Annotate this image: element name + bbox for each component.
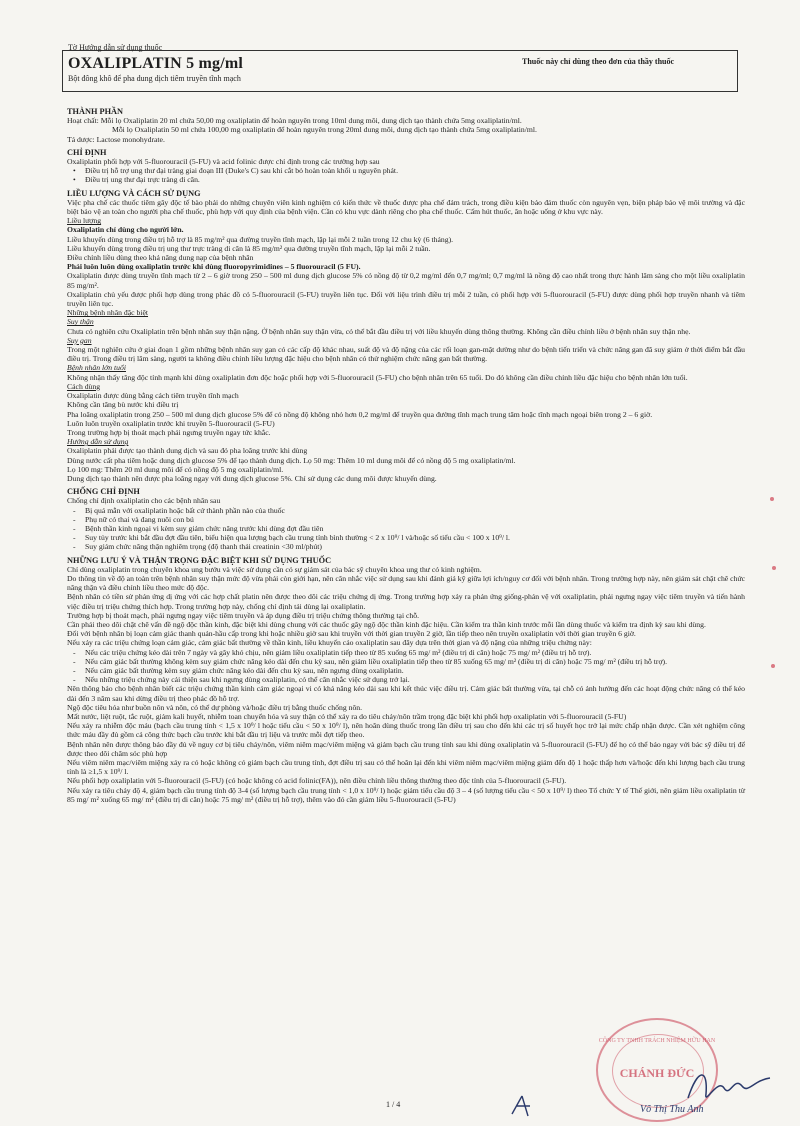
paragraph: Chưa có nghiên cứu Oxaliplatin trên bệnh nhân suy thận nặng. Ở bệnh nhân suy thận vừa, có thể bắt đầu điều trị với liều khuyến dùng thông thường. Không cần điều chỉnh liều ở bệnh nhân suy thận nhẹ. (67, 326, 691, 336)
adult-label: Oxaliplatin chỉ dùng cho người lớn. (67, 225, 184, 235)
dosage-intro: Việc pha chế các thuốc tiêm gây độc tế bào phải do những chuyên viên kinh nghiệm có kiến thức về thuốc được pha chế đảm trách, trong điều kiện bảo đảm thuốc còn nguyên vẹn, biện pháp bảo vệ môi trường và đặc biệt bảo vệ an toàn cho người pha chế thuốc, phù hợp với quy định của bệnh viện. Cần có khu vực dành riêng cho pha chế thuốc. Cấm hút thuốc, ăn hoặc uống ở khu vực này. (67, 197, 745, 217)
dose-label: Liều lượng (67, 216, 102, 226)
stamp-main-text: CHÁNH ĐỨC (619, 1066, 695, 1080)
drug-subtitle: Bột đông khô để pha dung dịch tiêm truyền tĩnh mạch (68, 74, 241, 83)
paragraph: Nếu xảy ra tiêu chảy độ 4, giảm bạch cầu trung tính độ 3-4 (số lượng bạch cầu trung tính < 1,0 x 10⁹/ l) hoặc giảm tiểu cầu độ 3 – 4 (số lượng tiểu cầu < 50 x 10⁹/ l) theo Tổ chức Y tế Thế giới, nên giảm liều oxaliplatin từ 85 mg/ m² xuống 65 mg/ m² (điều trị di căn) hoặc 75 mg/ m² (điều trị hỗ trợ), thêm vào đó cần giảm liều 5-fluorouracil (5-FU) (67, 785, 745, 804)
contra-list (67, 506, 745, 552)
drug-title: OXALIPLATIN 5 mg/ml (68, 55, 244, 72)
special-label: Những bệnh nhân đặc biệt (67, 308, 149, 318)
list-item: - Bệnh thần kinh ngoại vi kèm suy giảm chức năng trước khi dùng đợt đầu tiên (85, 524, 745, 533)
ink-dot (772, 566, 776, 570)
composition-line: Mỗi lọ Oxaliplatin 50 ml chứa 100,00 mg oxaliplatin để hoàn nguyên trong 20ml dung môi, dung dịch tạo thành chứa 5mg oxaliplatin/ml. (112, 125, 537, 135)
list-item: • Điều trị ung thư đại trực tràng di căn. (85, 175, 745, 184)
paragraph: Nên thông báo cho bệnh nhân biết các triệu chứng thần kinh cảm giác ngoại vi có khả năng kéo dài sau khi kết thúc việc điều trị. Cảm giác bất thường vừa, tại chỗ có ảnh hưởng đến các hoạt động chức năng có thể kéo dài đến 3 năm sau khi dừng điều trị theo phác đồ hỗ trợ. (67, 684, 745, 703)
fluoro-label: Phải luôn luôn dùng oxaliplatin trước khi dùng fluoropyrimidines – 5 fluorouracil (5 FU). (67, 262, 361, 272)
paragraph: Oxaliplatin được dùng bằng cách tiêm truyền tĩnh mạch (67, 391, 239, 401)
paragraph: Lọ 100 mg: Thêm 20 ml dung môi để có nồng độ 5 mg oxaliplatin/ml. (67, 464, 284, 474)
composition-line: Hoạt chất: Mỗi lọ Oxaliplatin 20 ml chứa 50,00 mg oxaliplatin để hoàn nguyên trong 10ml dung môi, dung dịch tạo thành chứa 5mg oxaliplatin/ml. (67, 116, 522, 126)
section-title-warnings: NHỮNG LƯU Ý VÀ THẬN TRỌNG ĐẶC BIỆT KHI SỬ DỤNG THUỐC (67, 555, 332, 565)
indications-list (67, 166, 745, 184)
paragraph: Ngộ độc tiêu hóa như buồn nôn và nôn, có thể dự phòng và/hoặc điều trị bằng thuốc chống nôn. (67, 702, 363, 712)
paragraph: Nếu xảy ra các triệu chứng loạn cảm giác, cảm giác bất thường về thần kinh, liều khuyến cáo oxaliplatin sau đây dựa trên thời gian và độ nặng của những triệu chứng này: (67, 638, 592, 648)
paragraph: Oxaliplatin được dùng truyền tĩnh mạch từ 2 – 6 giờ trong 250 – 500 ml dung dịch glucose 5% có nồng độ từ 0,2 mg/ml đến 0,7 mg/ml; 0,7 mg/ml là nồng độ cao nhất trong thực hành lâm sàng cho một liều oxaliplatin 85 mg/m². (67, 271, 745, 290)
list-item: - Nếu cảm giác bất thường không kèm suy giảm chức năng kéo dài đến chu kỳ sau, nên giảm liều oxaliplatin tiếp theo từ 85 xuống 65 mg/ m² (điều trị di căn) hoặc 75 mg/ m² (điều trị hỗ trợ). (85, 657, 745, 666)
section-title-composition: THÀNH PHẦN (67, 107, 124, 116)
paragraph: Trong một nghiên cứu ở giai đoạn 1 gồm những bệnh nhân suy gan có các cấp độ khác nhau, suất độ và độ nặng của các rối loạn gan-mật dường như do bệnh tiến triển và chức năng gan đã suy giảm ở thời điểm bắt đầu điều trị. Trong điều trị lâm sàng, người ta không điều chỉnh liều lượng đặc hiệu cho bệnh nhân có thử nghiệm chức năng gan bất thường. (67, 345, 745, 364)
usage-label: Hướng dẫn sử dụng (67, 437, 129, 447)
list-item: • Điều trị hỗ trợ ung thư đại tràng giai đoạn III (Duke's C) sau khi cắt bỏ hoàn toàn khối u nguyên phát. (85, 166, 745, 175)
list-item: - Nếu các triệu chứng kéo dài trên 7 ngày và gây khó chịu, nên giảm liều oxaliplatin tiếp theo từ 85 xuống 65 mg/ m² (điều trị di căn) hoặc 75 mg/ m² (điều trị hỗ trợ). (85, 648, 745, 657)
paragraph: Dung dịch tạo thành nên được pha loãng ngay với dung dịch glucose 5%. Chỉ sử dụng các dung môi được khuyến dùng. (67, 473, 437, 483)
prescription-note: Thuốc này chỉ dùng theo đơn của thầy thuốc (522, 57, 675, 66)
section-title-dosage: LIỀU LƯỢNG VÀ CÁCH SỬ DỤNG (67, 188, 201, 198)
renal-label: Suy thận (67, 317, 94, 327)
page-number: 1 / 4 (386, 1100, 401, 1109)
paragraph: Oxaliplatin phải được tạo thành dung dịch và sau đó pha loãng trước khi dùng (67, 446, 308, 456)
signer-name: Võ Thị Thu Anh (640, 1104, 704, 1115)
paragraph: Không nhận thấy tăng độc tính mạnh khi dùng oxaliplatin đơn độc hoặc phối hợp với 5-fluorouracil (5-FU) cho bệnh nhân trên 65 tuổi. Do đó không cần điều chỉnh liều đặc hiệu cho bệnh nhân lớn tuổi. (67, 372, 688, 382)
list-item: - Phụ nữ có thai và đang nuôi con bú (85, 515, 745, 524)
paragraph: Luôn luôn truyền oxaliplatin trước khi truyền 5-fluorouracil (5-FU) (67, 418, 275, 428)
initial-mark-icon (508, 1092, 536, 1118)
elderly-label: Bệnh nhân lớn tuổi (67, 363, 126, 373)
paragraph: Bệnh nhân nên được thông báo đầy đủ về nguy cơ bị tiêu chảy/nôn, viêm niêm mạc/viêm miệng và giảm bạch cầu trung tính sau khi dùng oxaliplatin và 5-fluorouracil (5-FU) để họ có thể báo ngay với bác sỹ điều trị để được theo dõi chăm sóc phù hợp (67, 739, 745, 758)
ink-dot (770, 497, 774, 501)
paragraph: Trường hợp bị thoát mạch, phải ngưng ngay việc tiêm truyền và áp dụng điều trị triệu chứng thông thường tại chỗ. (67, 610, 420, 620)
contra-intro: Chống chỉ định oxaliplatin cho các bệnh nhân sau (67, 496, 221, 506)
section-title-indications: CHỈ ĐỊNH (67, 147, 107, 157)
list-item: - Bị quá mẫn với oxaliplatin hoặc bất cứ thành phần nào của thuốc (85, 506, 745, 515)
stamp-top-text: CÔNG TY TNHH TRÁCH NHIỆM HỮU HẠN (598, 1038, 716, 1044)
paragraph: Nếu phối hợp oxaliplatin với 5-fluorouracil (5-FU) (có hoặc không có acid folinic(FA)), nên điều chỉnh liều thông thường theo độc tính của 5-fluorouracil (5-FU). (67, 776, 567, 786)
paragraph: Đối với bệnh nhân bị loạn cảm giác thanh quản-hầu cấp trong khi hoặc nhiều giờ sau khi truyền với thời gian truyền 2 giờ, lần tiếp theo nên truyền oxaliplatin với thời gian truyền 6 giờ. (67, 629, 636, 639)
paragraph: Bệnh nhân có tiền sử phản ứng dị ứng với các hợp chất platin nên được theo dõi các triệu chứng dị ứng. Trong trường hợp xảy ra phản ứng giống-phản vệ với oxaliplatin, phải ngưng ngay việc tiêm truyền và tiến hành việc điều trị triệu chứng thích hợp. Trong trường hợp này, chống chỉ định tái dùng lại oxaliplatin. (67, 592, 745, 611)
paragraph: Chỉ dùng oxaliplatin trong chuyên khoa ung bướu và việc sử dụng cần có sự giám sát của bác sỹ chuyên khoa ung thư có kinh nghiệm. (67, 564, 482, 574)
admin-label: Cách dùng (67, 381, 101, 391)
composition-line: Tá dược: Lactose monohydrate. (67, 134, 165, 144)
document-pretitle: Tờ Hướng dẫn sử dụng thuốc (68, 43, 163, 52)
document-body (67, 103, 745, 804)
paragraph: Dùng nước cất pha tiêm hoặc dung dịch glucose 5% để tạo thành dung dịch. Lọ 50 mg: Thêm 10 ml dung môi để có nồng độ 5 mg oxaliplatin/ml. (67, 455, 516, 465)
hepatic-label: Suy gan (67, 335, 92, 345)
paragraph: Trong trường hợp bị thoát mạch phải ngưng truyền ngay tức khắc. (67, 427, 271, 437)
paragraph: Liều khuyến dùng trong điều trị hỗ trợ là 85 mg/m² qua đường truyền tĩnh mạch, lặp lại mỗi 2 tuần trong 12 chu kỳ (6 tháng). (67, 234, 454, 244)
paragraph: Do thông tin về độ an toàn trên bệnh nhân suy thận mức độ vừa phải còn giới hạn, nên cân nhắc việc sử dụng sau khi đánh giá kỹ giữa lợi ích/nguy cơ đối với bệnh nhân. Trong trường hợp này, nên giám sát chặt chẽ chức năng thận và điều chỉnh liều theo mức độ độc. (67, 573, 745, 593)
list-item: - Suy tủy trước khi bắt đầu đợt đầu tiên, biểu hiện qua lượng bạch cầu trung tính bình thường < 2 x 10⁹/ l và/hoặc số tiểu cầu < 100 x 10⁹/ l. (85, 533, 745, 542)
list-item: - Suy giảm chức năng thận nghiêm trọng (độ thanh thải creatinin <30 ml/phút) (85, 542, 745, 551)
list-item: - Nếu những triệu chứng này cải thiện sau khi ngưng dùng oxaliplatin, có thể cân nhắc việc sử dụng trở lại. (85, 675, 745, 684)
paragraph: Điều chỉnh liều dùng theo khả năng dung nạp của bệnh nhân (67, 253, 254, 263)
ink-dot (771, 664, 775, 668)
indications-intro: Oxaliplatin phối hợp với 5-fluorouracil (5-FU) và acid folinic được chỉ định trong các trường hợp sau (67, 157, 380, 167)
paragraph: Cần phải theo dõi chặt chẽ vấn đề ngộ độc thần kinh, đặc biệt khi dùng chung với các thuốc gây ngộ độc thần kinh đặc hiệu. Cần kiểm tra thần kinh trước mỗi lần dùng thuốc và kiểm tra định kỳ sau khi dùng. (67, 619, 706, 629)
paragraph: Oxaliplatin chủ yếu được phối hợp dùng trong phác đồ có 5-fluorouracil (5-FU) truyền liên tục. Đối với liệu trình điều trị mỗi 2 tuần, có phối hợp với 5-fluorouracil (5-FU) được dùng phối hợp truyền nhanh và tiêm truyền liên tục. (67, 289, 745, 309)
paragraph: Mất nước, liệt ruột, tắc ruột, giảm kali huyết, nhiễm toan chuyển hóa và suy thận có thể xảy ra do tiêu chảy/nôn trầm trọng đặc biệt khi phối hợp oxaliplatin với 5-fluorouracil (5-FU) (67, 712, 627, 721)
list-item: - Nếu cảm giác bất thường kèm suy giảm chức năng kéo dài đến chu kỳ sau, nên ngưng dùng oxaliplatin. (85, 666, 745, 675)
warnings-list (67, 648, 745, 685)
paragraph: Nếu viêm niêm mạc/viêm miệng xảy ra có hoặc không có giảm bạch cầu trung tính, đợt điều trị sau có thể hoãn lại đến khi viêm niêm mạc/viêm miệng giảm đến độ 1 hoặc thấp hơn và/hoặc đến khi lượng bạch cầu trung tính là ≥1,5 x 10⁹/ l. (67, 758, 745, 777)
paragraph: Pha loãng oxaliplatin trong 250 – 500 ml dung dịch glucose 5% để có nồng độ không nhỏ hơn 0,2 mg/ml để truyền qua đường tĩnh mạch trung tâm hoặc tĩnh mạch ngoại biên trong 2 – 6 giờ. (67, 409, 653, 419)
section-title-contraindications: CHỐNG CHỈ ĐỊNH (67, 487, 140, 497)
paragraph: Không cần tăng bù nước khi điều trị (67, 400, 179, 410)
paragraph: Nếu xảy ra nhiễm độc máu (bạch cầu trung tính < 1,5 x 10⁹/ l hoặc tiểu cầu < 50 x 10⁹/ l), nên hoãn dùng thuốc trong lần điều trị sau cho đến khi các trị số huyết học trở lại mức chấp nhận được. Cần xét nghiệm công thức máu đầy đủ gồm cả công thức bạch cầu trước khi bắt đầu trị liệu và trước mỗi đợt tiếp theo. (67, 721, 745, 740)
paragraph: Liều khuyến dùng trong điều trị ung thư trực tràng di căn là 85 mg/m² qua đường truyền tĩnh mạch, lặp lại mỗi 2 tuần. (67, 243, 431, 253)
